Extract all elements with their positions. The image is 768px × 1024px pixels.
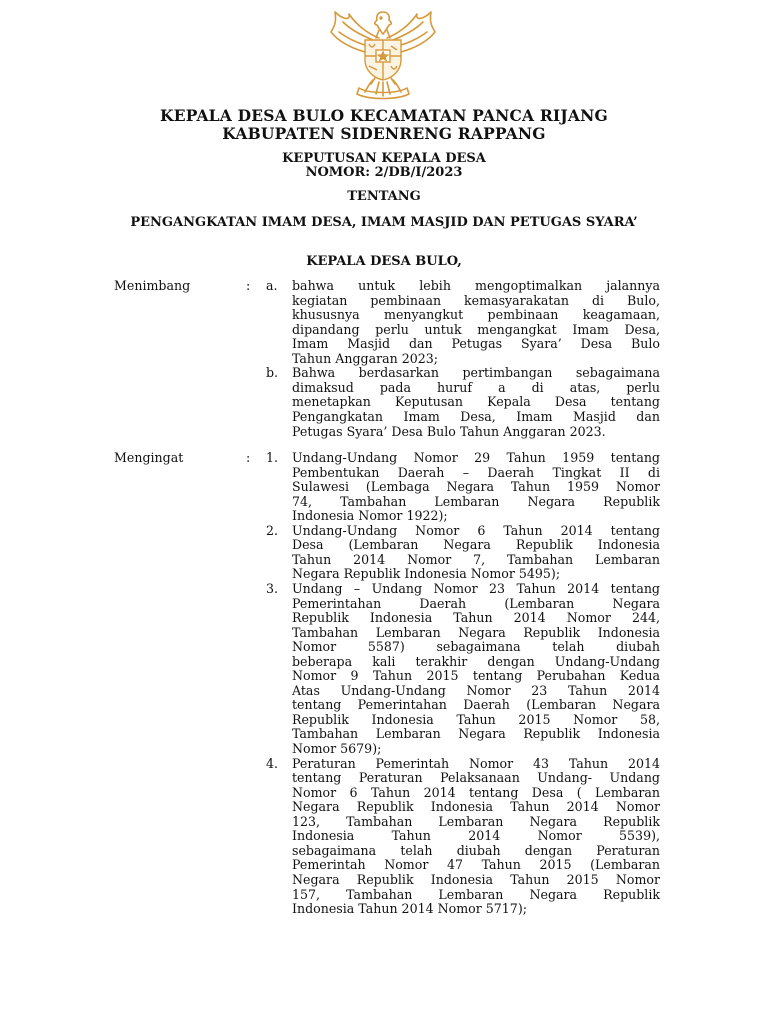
mengingat-item-text-line: Republik Indonesia Tahun 2014 Nomor 244, xyxy=(292,610,660,626)
menimbang-item-marker: b. xyxy=(266,365,279,381)
mengingat-item-text-line: tentang Peraturan Pelaksanaan Undang- Undang xyxy=(292,770,660,786)
menimbang-item-text-line: Bahwa berdasarkan pertimbangan sebagaimana xyxy=(292,365,660,381)
mengingat-item-text-line: Undang-Undang Nomor 29 Tahun 1959 tentang xyxy=(292,450,660,465)
mengingat-item-text-line: Peraturan Pemerintah Nomor 43 Tahun 2014 xyxy=(292,755,660,771)
authority-heading: KEPALA DESA BULO, xyxy=(306,254,462,269)
mengingat-item-text-line: 123, Tambahan Lembaran Negara Republik xyxy=(292,813,660,829)
mengingat-item-text-line: sebagaimana telah diubah dengan Peraturan xyxy=(292,842,660,858)
menimbang-item-marker: a. xyxy=(266,278,278,293)
mengingat-item-text-line: Indonesia Tahun 2014 Nomor 5539), xyxy=(292,828,660,844)
mengingat-item-text-line: Nomor 6 Tahun 2014 tentang Desa ( Lembaran xyxy=(292,784,660,800)
menimbang-label: Menimbang xyxy=(114,278,191,293)
about-heading: TENTANG xyxy=(347,189,421,204)
garuda-emblem-icon xyxy=(329,8,437,100)
mengingat-item-text-line: Desa (Lembaran Negara Republik Indonesia xyxy=(292,537,660,553)
mengingat-colon: : xyxy=(246,450,251,465)
mengingat-item-text-line: Nomor 5679); xyxy=(292,741,382,756)
menimbang-item-text-line: dipandang perlu untuk mengangkat Imam Desa, xyxy=(292,321,660,337)
mengingat-item-text-line: Pembentukan Daerah – Daerah Tingkat II di xyxy=(292,464,660,480)
document-title-line2: KABUPATEN SIDENRENG RAPPANG xyxy=(222,124,546,143)
mengingat-item-text-line: Sulawesi (Lembaga Negara Tahun 1959 Nomor xyxy=(292,479,660,495)
menimbang-item-text-line: Petugas Syara’ Desa Bulo Tahun Anggaran 2023. xyxy=(292,423,606,439)
decree-subject: PENGANGKATAN IMAM DESA, IMAM MASJID DAN PETUGAS SYARA’ xyxy=(130,215,638,230)
mengingat-item-text-line: Negara Republik Indonesia Nomor 5495); xyxy=(292,566,561,582)
mengingat-item-text-line: Indonesia Tahun 2014 Nomor 5717); xyxy=(292,901,527,917)
mengingat-item-text-line: Pemerintahan Daerah (Lembaran Negara xyxy=(292,595,660,611)
mengingat-item-text-line: Atas Undang-Undang Nomor 23 Tahun 2014 xyxy=(292,682,660,698)
menimbang-item-text-line: Tahun Anggaran 2023; xyxy=(292,350,439,366)
mengingat-item-text-line: Tambahan Lembaran Negara Republik Indonesia xyxy=(292,726,660,742)
mengingat-item-text-line: Nomor 5587) sebagaimana telah diubah xyxy=(292,639,660,655)
menimbang-item-text-line: Pengangkatan Imam Desa, Imam Masjid dan xyxy=(292,408,660,424)
mengingat-item-marker: 2. xyxy=(266,522,279,538)
mengingat-item-text-line: Tahun 2014 Nomor 7, Tambahan Lembaran xyxy=(292,551,660,567)
menimbang-colon: : xyxy=(246,278,251,293)
menimbang-item-text-line: menetapkan Keputusan Kepala Desa tentang xyxy=(292,394,660,410)
menimbang-item-text-line: khususnya menyangkut pembinaan keagamaan, xyxy=(292,307,660,323)
mengingat-label: Mengingat xyxy=(114,450,184,465)
menimbang-item-text-line: kegiatan pembinaan kemasyarakatan di Bulo, xyxy=(292,292,660,308)
menimbang-item-text-line: dimaksud pada huruf a di atas, perlu xyxy=(292,379,660,395)
mengingat-item-text-line: Pemerintah Nomor 47 Tahun 2015 (Lembaran xyxy=(292,857,660,873)
menimbang-item-text-line: Imam Masjid dan Petugas Syara’ Desa Bulo xyxy=(292,336,660,352)
mengingat-item-marker: 4. xyxy=(266,755,279,771)
mengingat-item-text-line: 74, Tambahan Lembaran Negara Republik xyxy=(292,493,660,509)
menimbang-item-text-line: bahwa untuk lebih mengoptimalkan jalannya xyxy=(292,278,660,293)
mengingat-item-text-line: Indonesia Nomor 1922); xyxy=(292,508,448,524)
decree-number: NOMOR: 2/DB/I/2023 xyxy=(305,165,463,180)
mengingat-item-text-line: beberapa kali terakhir dengan Undang-Undang xyxy=(292,653,660,669)
mengingat-item-text-line: Tambahan Lembaran Negara Republik Indonesia xyxy=(292,624,660,640)
mengingat-item-marker: 3. xyxy=(266,580,279,596)
mengingat-item-text-line: Nomor 9 Tahun 2015 tentang Perubahan Kedua xyxy=(292,668,660,684)
mengingat-item-text-line: Undang-Undang Nomor 6 Tahun 2014 tentang xyxy=(292,522,660,538)
mengingat-item-text-line: 157, Tambahan Lembaran Negara Republik xyxy=(292,886,660,902)
mengingat-item-text-line: Undang – Undang Nomor 23 Tahun 2014 tentang xyxy=(292,580,660,596)
mengingat-item-text-line: tentang Pemerintahan Daerah (Lembaran Negara xyxy=(292,697,660,713)
mengingat-item-text-line: Negara Republik Indonesia Tahun 2014 Nomor xyxy=(292,799,660,815)
mengingat-item-text-line: Republik Indonesia Tahun 2015 Nomor 58, xyxy=(292,711,660,727)
decree-title: KEPUTUSAN KEPALA DESA xyxy=(282,151,486,166)
document-title-line1: KEPALA DESA BULO KECAMATAN PANCA RIJANG xyxy=(160,106,608,125)
mengingat-item-marker: 1. xyxy=(266,450,279,465)
mengingat-item-text-line: Negara Republik Indonesia Tahun 2015 Nomor xyxy=(292,871,660,887)
